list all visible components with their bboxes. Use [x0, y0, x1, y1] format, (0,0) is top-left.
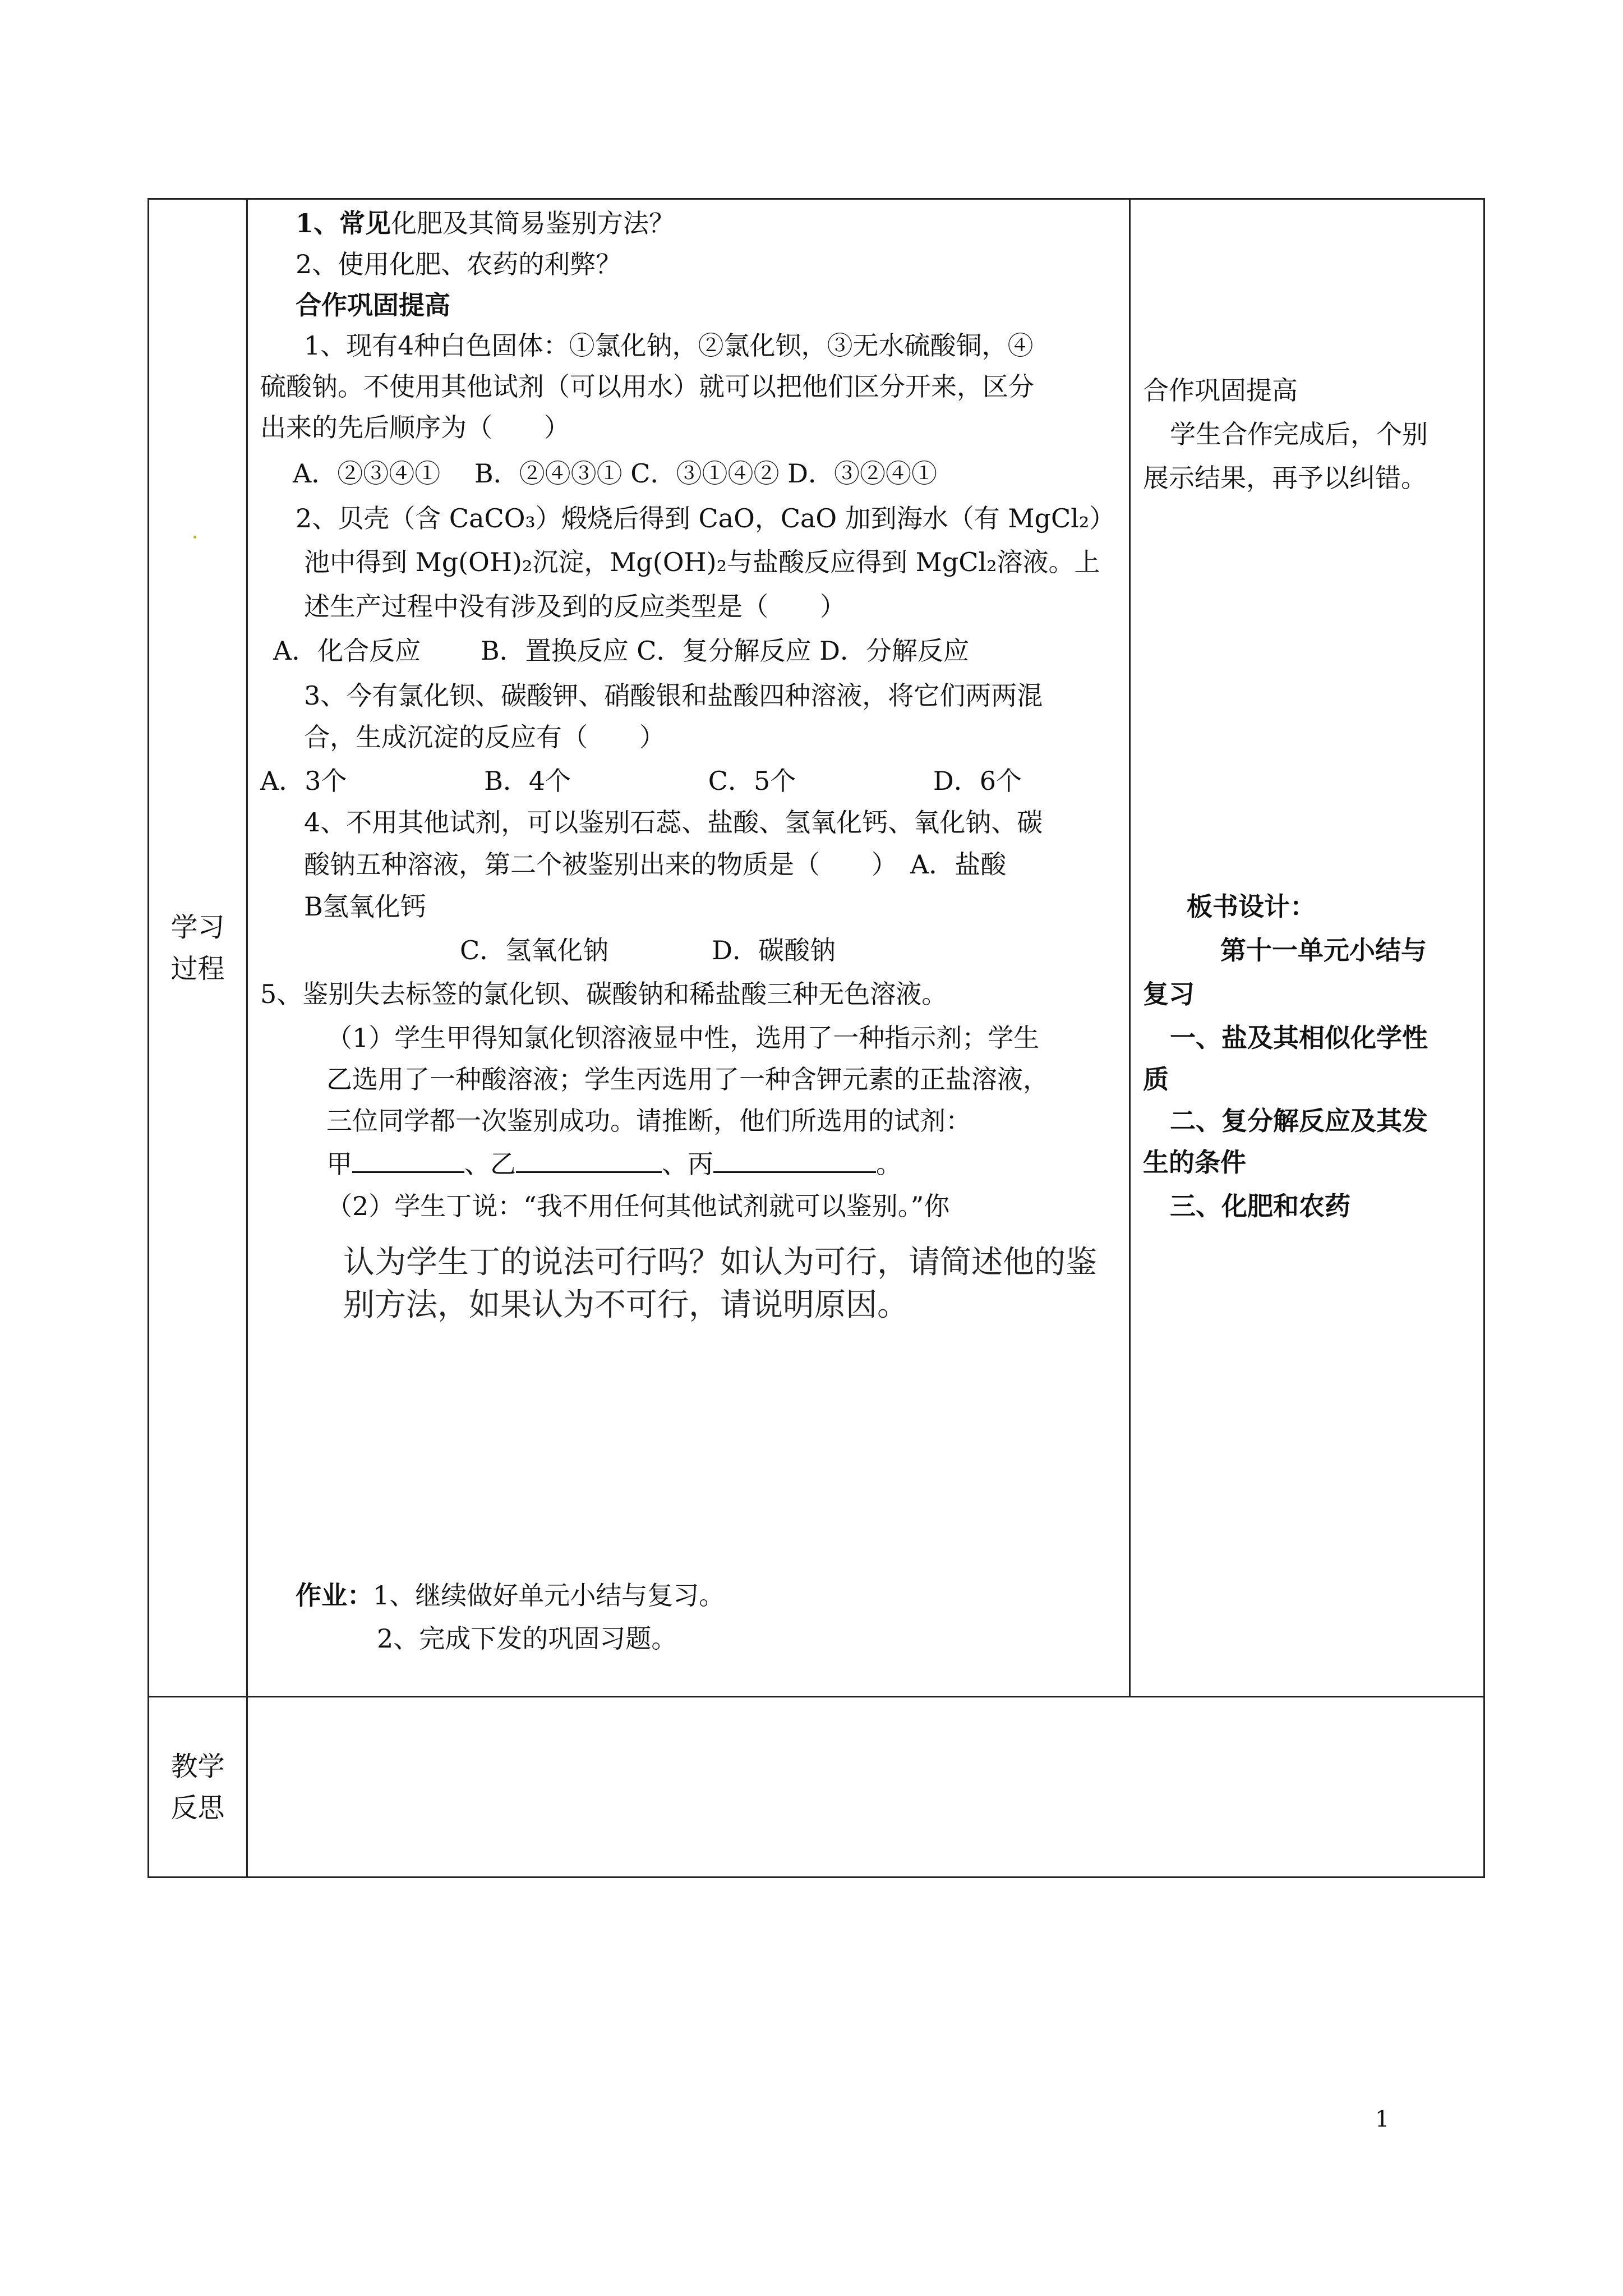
stray-mark	[193, 536, 196, 539]
problem-1-line-3: 出来的先后顺序为（ ）	[260, 412, 570, 443]
question-pesticide: 2、使用化肥、农药的利弊？	[296, 249, 622, 279]
board-item-2-line-2: 生的条件	[1143, 1147, 1246, 1177]
homework-line-1: 作业：1、继续做好单元小结与复习。	[296, 1580, 725, 1611]
problem-4-line-1: 4、不用其他试剂，可以鉴别石蕊、盐酸、氢氧化钙、氧化钠、碳	[304, 807, 1043, 838]
problem-5-part-2-line-1: （2）学生丁说：“我不用任何其他试剂就可以鉴别。”你	[326, 1191, 950, 1221]
problem-5-part-1-line-2: 乙选用了一种酸溶液；学生丙选用了一种含钾元素的正盐溶液，	[326, 1064, 1049, 1094]
side-coop-desc-2: 展示结果，再予以纠错。	[1143, 463, 1427, 493]
problem-2-line-3: 述生产过程中没有涉及到的反应类型是（ ）	[304, 591, 846, 622]
teaching-reflection-cell[interactable]	[247, 1697, 1484, 1878]
board-item-1-line-2: 质	[1143, 1064, 1169, 1094]
problem-1-options: A．②③④① B．②④③① C．③①④② D．③②④①	[293, 458, 937, 489]
problem-4-line-2: 酸钠五种溶液，第二个被鉴别出来的物质是（ ） A．盐酸	[304, 849, 1007, 880]
learning-process-row	[149, 199, 1484, 1697]
problem-5-part-2-line-3: 别方法，如果认为不可行，请说明原因。	[343, 1287, 909, 1323]
side-coop-desc-1: 学生合作完成后，个别	[1170, 419, 1428, 449]
board-design-title: 板书设计：	[1187, 891, 1316, 922]
problem-3-options: A．3个 B．4个 C．5个 D．6个	[260, 766, 1022, 796]
coop-heading: 合作巩固提高	[296, 290, 450, 320]
problem-4-line-4: C．氢氧化钠 D．碳酸钠	[460, 935, 836, 965]
page-number: 1	[1375, 2106, 1390, 2132]
learning-process-label: 学习 过程	[149, 199, 247, 1697]
answer-blank-bing[interactable]	[713, 1147, 876, 1173]
problem-2-options: A．化合反应 B．置换反应 C．复分解反应 D．分解反应	[273, 636, 969, 666]
lesson-content-cell	[247, 199, 1130, 1697]
question-fertilizer: 1、常见化肥及其简易鉴别方法？	[296, 208, 675, 238]
side-notes-cell	[1130, 199, 1484, 1697]
board-unit-line-2: 复习	[1143, 979, 1195, 1009]
problem-2-line-1: 2、贝壳（含 CaCO₃）煅烧后得到 CaO，CaO 加到海水（有 MgCl₂）	[296, 503, 1115, 533]
problem-5-line-1: 5、鉴别失去标签的氯化钡、碳酸钠和稀盐酸三种无色溶液。	[260, 979, 948, 1009]
answer-blank-jia[interactable]	[352, 1147, 464, 1173]
problem-3-line-1: 3、今有氯化钡、碳酸钾、硝酸银和盐酸四种溶液，将它们两两混	[304, 680, 1043, 711]
problem-5-part-1-line-1: （1）学生甲得知氯化钡溶液显中性，选用了一种指示剂；学生	[326, 1023, 1040, 1053]
problem-3-line-2: 合，生成沉淀的反应有（ ）	[304, 722, 665, 752]
side-coop-title: 合作巩固提高	[1143, 375, 1298, 406]
problem-5-part-1-line-3: 三位同学都一次鉴别成功。请推断，他们所选用的试剂：	[326, 1106, 971, 1136]
board-item-3: 三、化肥和农药	[1170, 1191, 1350, 1221]
homework-line-2: 2、完成下发的巩固习题。	[377, 1623, 677, 1654]
lesson-plan-table	[147, 198, 1485, 1878]
problem-5-answer-blanks: 甲 、乙 、丙 。	[326, 1147, 902, 1180]
teaching-reflection-row	[149, 1697, 1484, 1878]
board-item-1-line-1: 一、盐及其相似化学性	[1170, 1023, 1428, 1053]
teaching-reflection-label: 教学 反思	[149, 1697, 247, 1878]
board-item-2-line-1: 二、复分解反应及其发	[1170, 1106, 1428, 1136]
board-unit-line-1: 第十一单元小结与	[1220, 935, 1427, 965]
problem-5-part-2-line-2: 认为学生丁的说法可行吗？如认为可行，请简述他的鉴	[343, 1244, 1097, 1281]
problem-2-line-2: 池中得到 Mg(OH)₂沉淀，Mg(OH)₂与盐酸反应得到 MgCl₂溶液。上	[304, 547, 1100, 577]
answer-blank-yi[interactable]	[516, 1147, 662, 1173]
problem-4-line-3: B氢氧化钙	[304, 891, 426, 922]
problem-1-line-1: 1、现有4种白色固体：①氯化钠，②氯化钡，③无水硫酸铜，④	[304, 330, 1034, 361]
problem-1-line-2: 硫酸钠。不使用其他试剂（可以用水）就可以把他们区分开来，区分	[260, 371, 1034, 402]
